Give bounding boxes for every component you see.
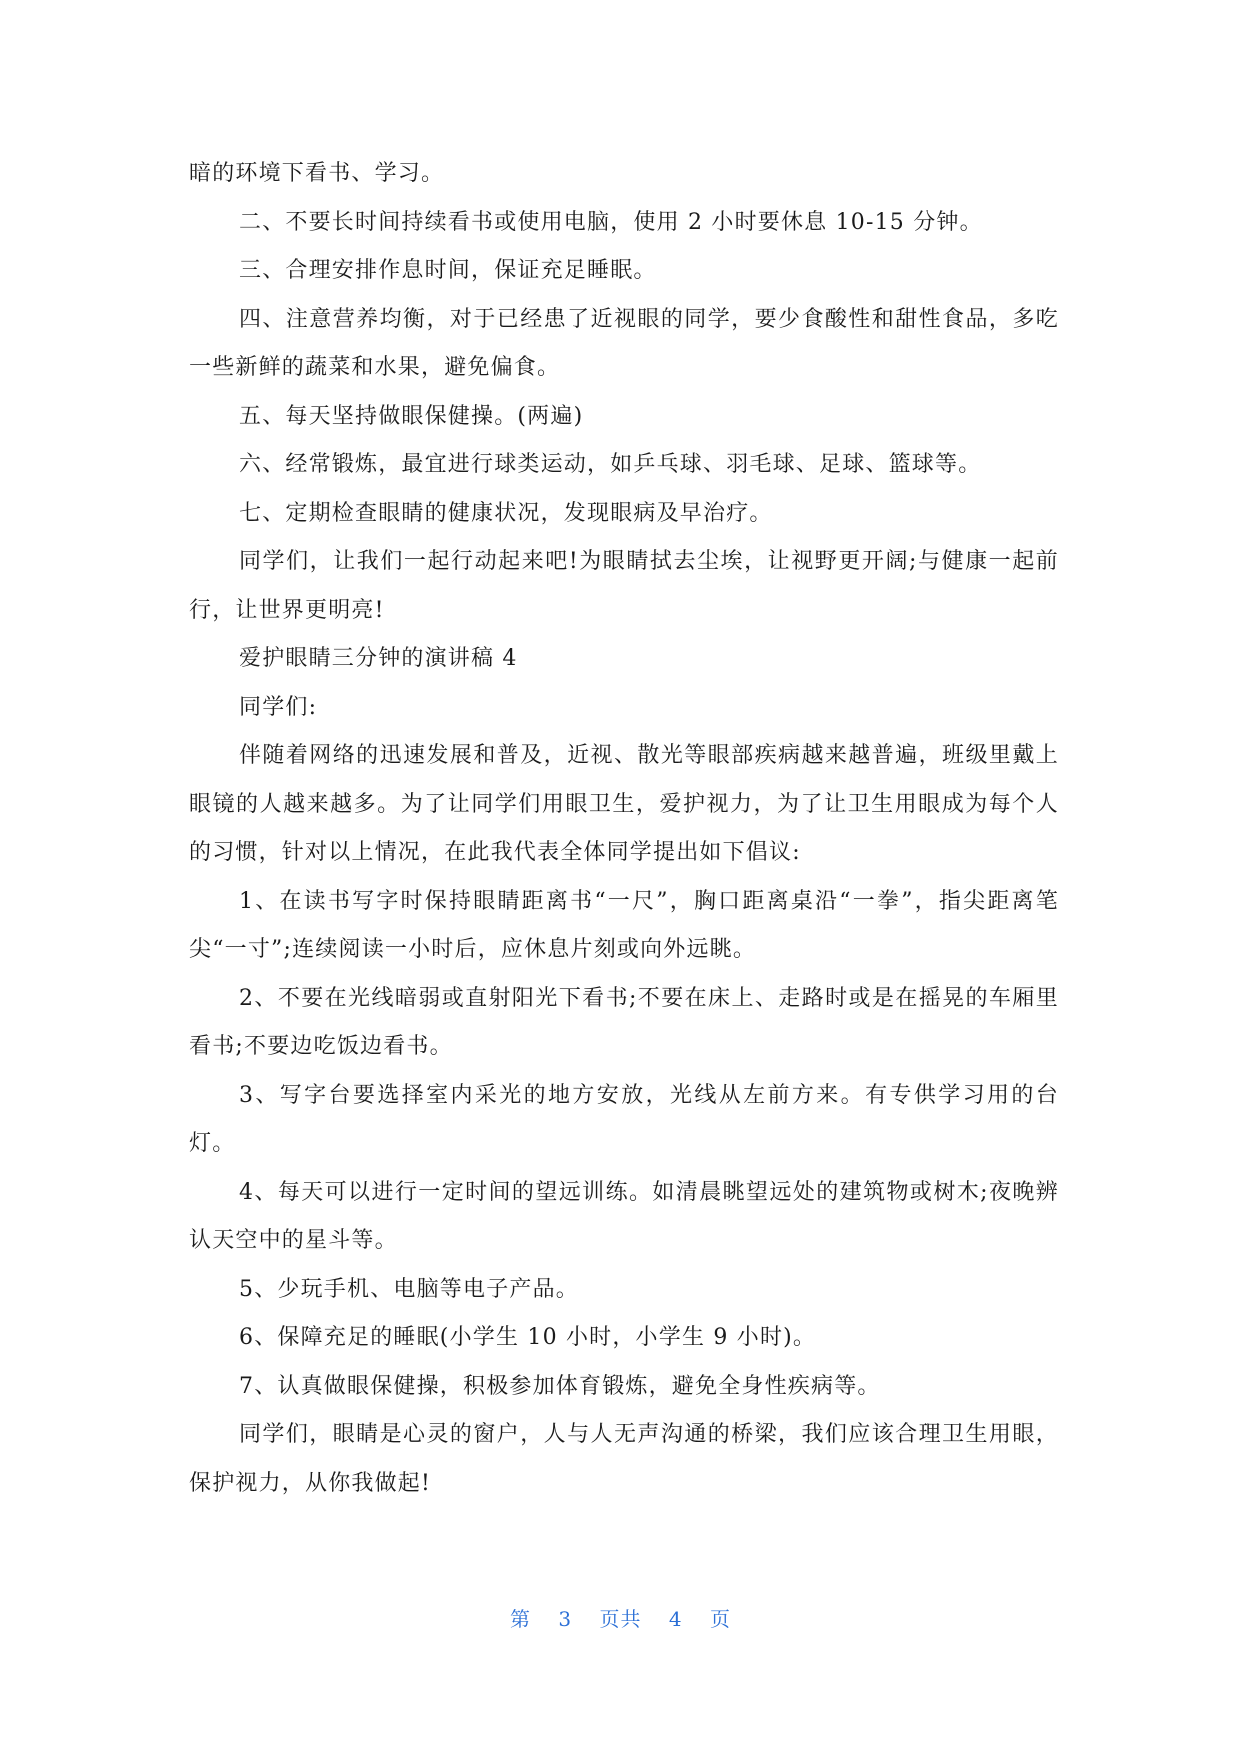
list-item-1: 1、在读书写字时保持眼睛距离书“一尺”，胸口距离桌沿“一拳”，指尖距离笔尖“一寸”;连续阅读一小时后，应休息片刻或向外远眺。	[189, 888, 1059, 962]
paragraph-11: 伴随着网络的迅速发展和普及，近视、散光等眼部疾病越来越普遍，班级里戴上眼镜的人越来越多。为了让同学们用眼卫生，爱护视力，为了让卫生用眼成为每个人的习惯，针对以上情况，在此我代表全体同学提出如下倡议:	[189, 743, 1059, 865]
closing-paragraph: 同学们，眼睛是心灵的窗户，人与人无声沟通的桥梁，我们应该合理卫生用眼，保护视力，从你我做起!	[189, 1422, 1059, 1496]
footer-current-page: 3	[558, 1607, 573, 1631]
footer-total-pages: 4	[668, 1607, 683, 1631]
footer-label-di: 第	[510, 1607, 532, 1631]
paragraph-2: 二、不要长时间持续看书或使用电脑，使用 2 小时要休息 10-15 分钟。	[239, 209, 983, 235]
paragraph-4: 四、注意营养均衡，对于已经患了近视眼的同学，要少食酸性和甜性食品，多吃一些新鲜的蔬菜和水果，避免偏食。	[189, 306, 1059, 380]
paragraph-6: 六、经常锻炼，最宜进行球类运动，如乒乓球、羽毛球、足球、篮球等。	[239, 452, 982, 477]
list-item-7: 7、认真做眼保健操，积极参加体育锻炼，避免全身性疾病等。	[239, 1373, 881, 1399]
list-item-2: 2、不要在光线暗弱或直射阳光下看书;不要在床上、走路时或是在摇晃的车厢里看书;不要边吃饭边看书。	[189, 985, 1059, 1059]
paragraph-5: 五、每天坚持做眼保健操。(两遍)	[239, 403, 584, 429]
list-item-5: 5、少玩手机、电脑等电子产品。	[239, 1276, 579, 1302]
list-item-3: 3、写字台要选择室内采光的地方安放，光线从左前方来。有专供学习用的台灯。	[189, 1082, 1059, 1156]
footer-label-ye-gong: 页共	[599, 1607, 642, 1631]
list-item-4: 4、每天可以进行一定时间的望远训练。如清晨眺望远处的建筑物或树木;夜晚辨认天空中的星斗等。	[189, 1179, 1059, 1253]
footer-label-ye: 页	[709, 1607, 731, 1631]
body-text	[189, 150, 1059, 1508]
page-footer	[0, 1603, 1241, 1632]
list-item-6: 6、保障充足的睡眠(小学生 10 小时，小学生 9 小时)。	[239, 1325, 817, 1350]
paragraph-8: 同学们，让我们一起行动起来吧!为眼睛拭去尘埃，让视野更开阔;与健康一起前行，让世界更明亮!	[189, 549, 1059, 623]
section-heading: 爱护眼睛三分钟的演讲稿 4	[239, 646, 518, 671]
paragraph-3: 三、合理安排作息时间，保证充足睡眠。	[239, 258, 657, 283]
paragraph-1: 暗的环境下看书、学习。	[189, 161, 445, 186]
paragraph-7: 七、定期检查眼睛的健康状况，发现眼病及早治疗。	[239, 500, 773, 526]
salutation: 同学们:	[239, 694, 318, 720]
